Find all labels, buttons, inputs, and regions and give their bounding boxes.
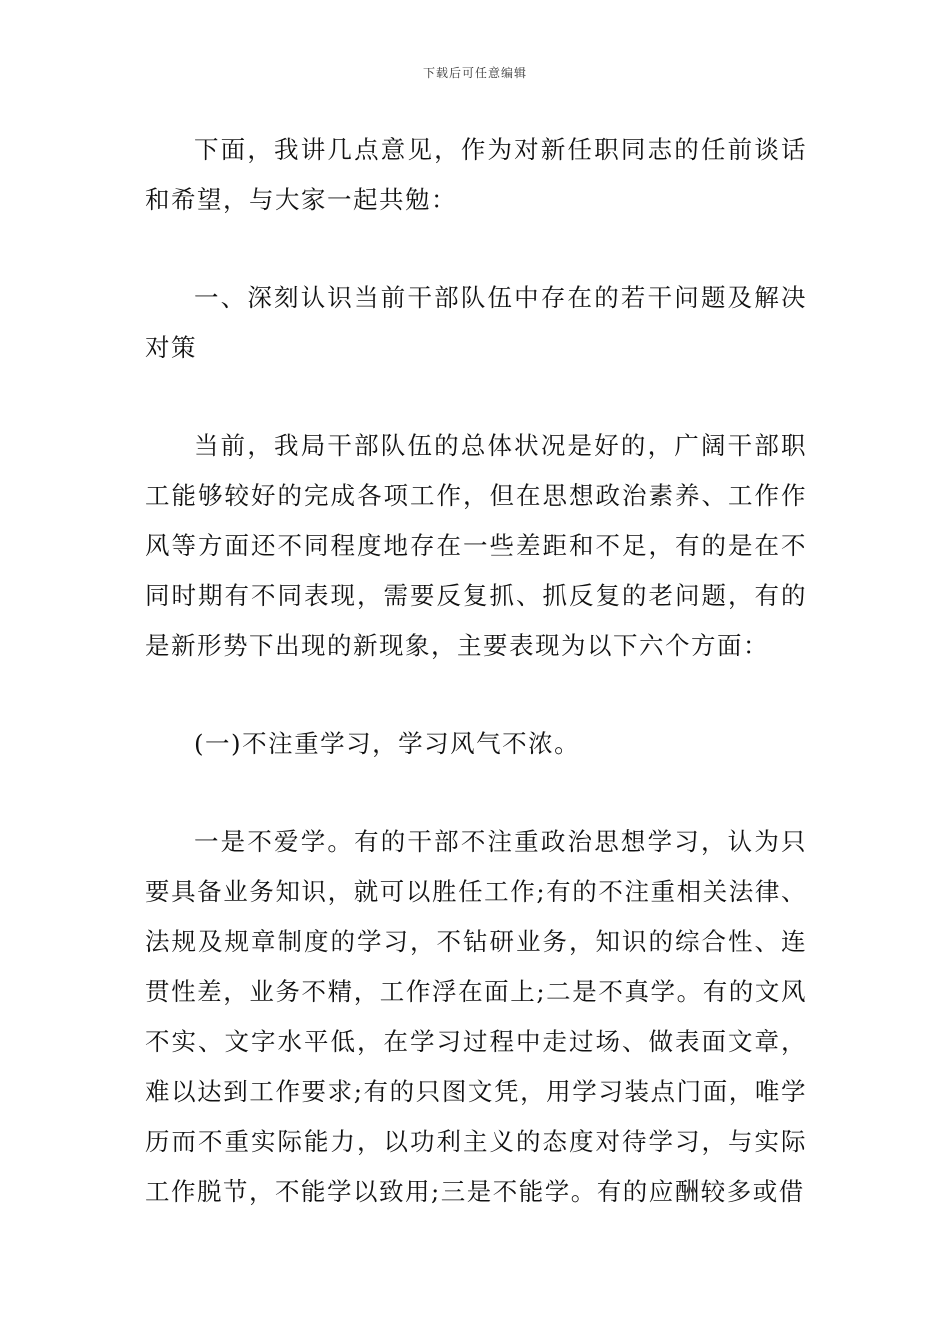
overview-paragraph: 当前，我局干部队伍的总体状况是好的，广阔干部职工能够较好的完成各项工作，但在思想政治素养、工作作风等方面还不同程度地存在一些差距和不足，有的是在不同时期有不同表现，需要反复抓、抓反复的老问题，有的是新形势下出现的新现象，主要表现为以下六个方面： <box>145 431 807 660</box>
intro-paragraph: 下面，我讲几点意见，作为对新任职同志的任前谈话和希望，与大家一起共勉： <box>145 135 807 214</box>
document-body <box>145 125 807 1217</box>
paragraph-gap <box>145 225 807 273</box>
paragraph-gap <box>145 671 807 719</box>
section-heading: 一、深刻认识当前干部队伍中存在的若干问题及解决对策 <box>145 283 807 362</box>
page-header: 下载后可任意编辑 <box>422 66 527 80</box>
subsection-heading: (一)不注重学习，学习风气不浓。 <box>194 729 581 758</box>
paragraph-gap <box>145 769 807 817</box>
paragraph-gap <box>145 373 807 421</box>
detail-paragraph: 一是不爱学。有的干部不注重政治思想学习，认为只要具备业务知识，就可以胜任工作;有的不注重相关法律、法规及规章制度的学习，不钻研业务，知识的综合性、连贯性差，业务不精，工作浮在面上;二是不真学。有的文风不实、文字水平低，在学习过程中走过场、做表面文章，难以达到工作要求;有的只图文凭，用学习装点门面，唯学历而不重实际能力，以功利主义的态度对待学习，与实际工作脱节，不能学以致用;三是不能学。有的应酬较多或借 <box>145 827 807 1206</box>
